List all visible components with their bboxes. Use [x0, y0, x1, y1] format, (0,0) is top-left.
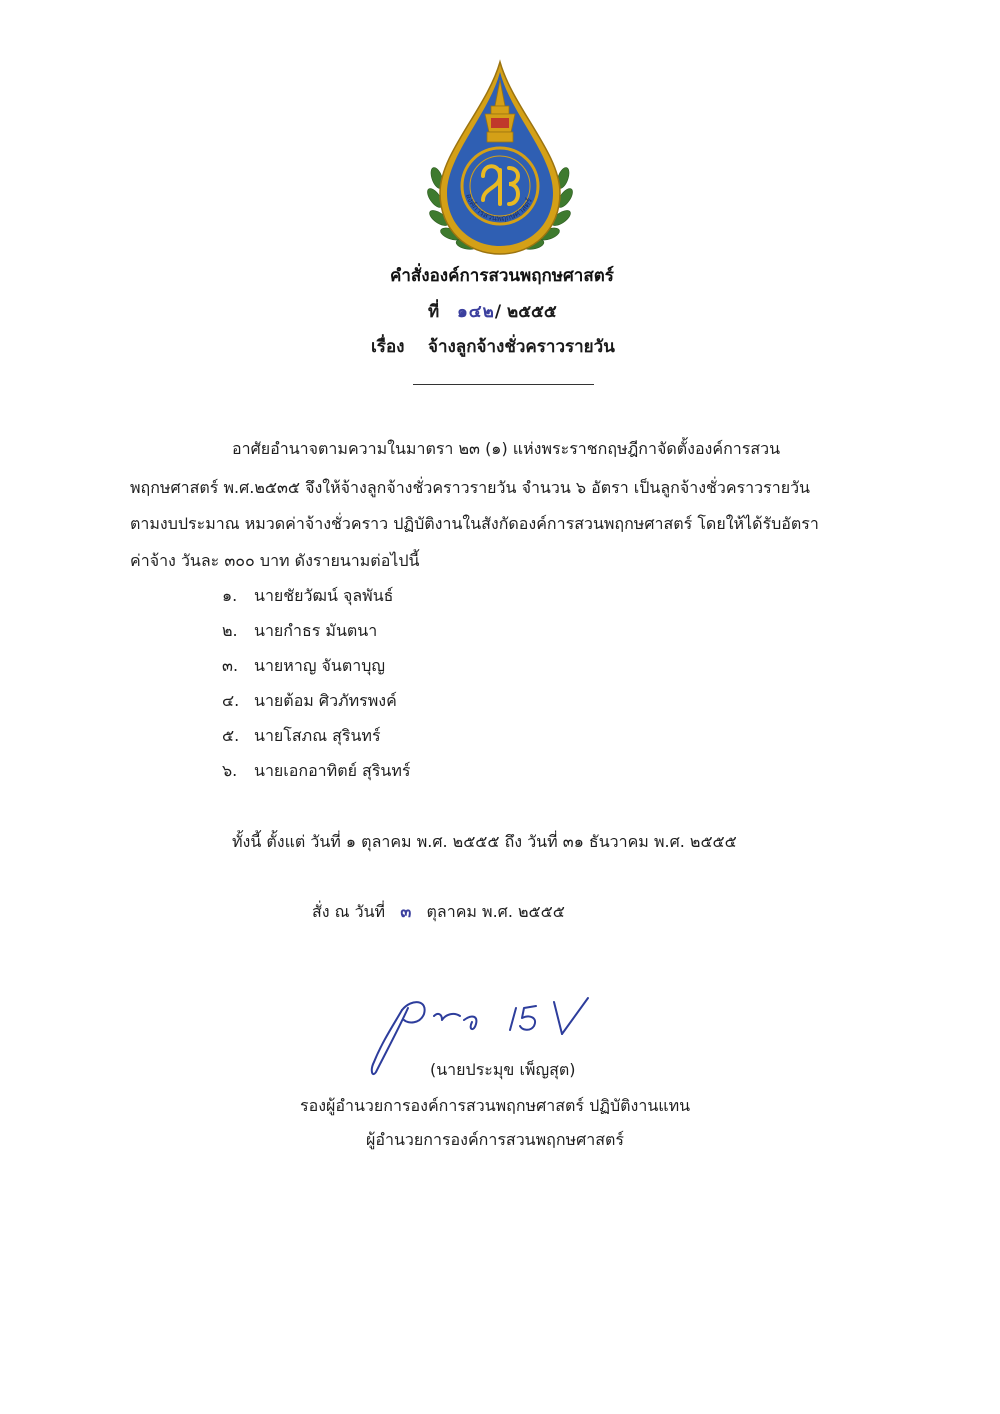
header-divider	[413, 384, 594, 385]
employee-number: ๔.	[222, 691, 240, 710]
employee-number: ๒.	[222, 621, 238, 640]
signatory-role-line-1: รองผู้อำนวยการองค์การสวนพฤกษศาสตร์ ปฏิบัติงานแทน	[300, 1096, 691, 1115]
order-number	[428, 298, 557, 325]
employee-name: นายต้อม ศิวภัทรพงค์	[254, 691, 397, 710]
subject-label: เรื่อง	[371, 337, 405, 357]
ordered-on-date	[312, 900, 565, 925]
employee-name: นายเอกอาทิตย์ สุรินทร์	[254, 761, 411, 780]
svg-text:องค์การสวนพฤกษศาสตร์: องค์การสวนพฤกษศาสตร์	[464, 192, 535, 224]
employee-number: ๓.	[222, 656, 239, 675]
employee-list-item	[222, 724, 381, 749]
employee-number: ๖.	[222, 761, 238, 780]
body-line: อาศัยอำนาจตามความในมาตรา ๒๓ (๑) แห่งพระราชกฤษฎีกาจัดตั้งองค์การสวน	[232, 439, 781, 458]
order-prefix: ที่	[428, 302, 440, 322]
organization-emblem-logo	[425, 58, 575, 258]
employee-list-item	[222, 759, 411, 784]
employment-period: ทั้งนี้ ตั้งแต่ วันที่ ๑ ตุลาคม พ.ศ. ๒๕๕๕ ถึง วันที่ ๓๑ ธันวาคม พ.ศ. ๒๕๕๕	[232, 832, 737, 851]
employee-number: ๕.	[222, 726, 240, 745]
employee-name: นายโสภณ สุรินทร์	[254, 726, 381, 745]
employee-list-item	[222, 654, 385, 679]
employee-name: นายหาญ จันตาบุญ	[254, 656, 386, 675]
subject-text: จ้างลูกจ้างชั่วคราวรายวัน	[428, 337, 615, 357]
signatory-name: (นายประมุข เพ็ญสุต)	[430, 1060, 576, 1079]
body-line: พฤกษศาสตร์ พ.ศ.๒๕๓๕ จึงให้จ้างลูกจ้างชั่วคราวรายวัน จำนวน ๖ อัตรา เป็นลูกจ้างชั่วคราวรายวัน	[130, 478, 810, 497]
order-year: / ๒๕๕๕	[494, 302, 557, 322]
body-line: ค่าจ้าง วันละ ๓๐๐ บาท ดังรายนามต่อไปนี้	[130, 551, 420, 570]
order-title: คำสั่งองค์การสวนพฤกษศาสตร์	[390, 266, 614, 286]
employee-number: ๑.	[222, 586, 238, 605]
employee-list-item	[222, 619, 377, 644]
employee-name: นายกำธร มันตนา	[254, 621, 378, 640]
ordered-on-prefix: สั่ง ณ วันที่	[312, 902, 386, 921]
employee-list-item	[222, 689, 397, 714]
ordered-on-suffix: ตุลาคม พ.ศ. ๒๕๕๕	[426, 902, 565, 921]
ordered-on-day-handwritten: ๓	[400, 902, 412, 921]
order-number-handwritten: ๑๔๒	[456, 302, 495, 322]
employee-name: นายชัยวัฒน์ จุลพันธ์	[254, 586, 394, 605]
body-line: ตามงบประมาณ หมวดค่าจ้างชั่วคราว ปฏิบัติงานในสังกัดองค์การสวนพฤกษศาสตร์ โดยให้ได้รับอัตรา	[130, 514, 819, 533]
employee-list-item	[222, 584, 393, 609]
signatory-role-line-2: ผู้อำนวยการองค์การสวนพฤกษศาสตร์	[366, 1130, 624, 1149]
